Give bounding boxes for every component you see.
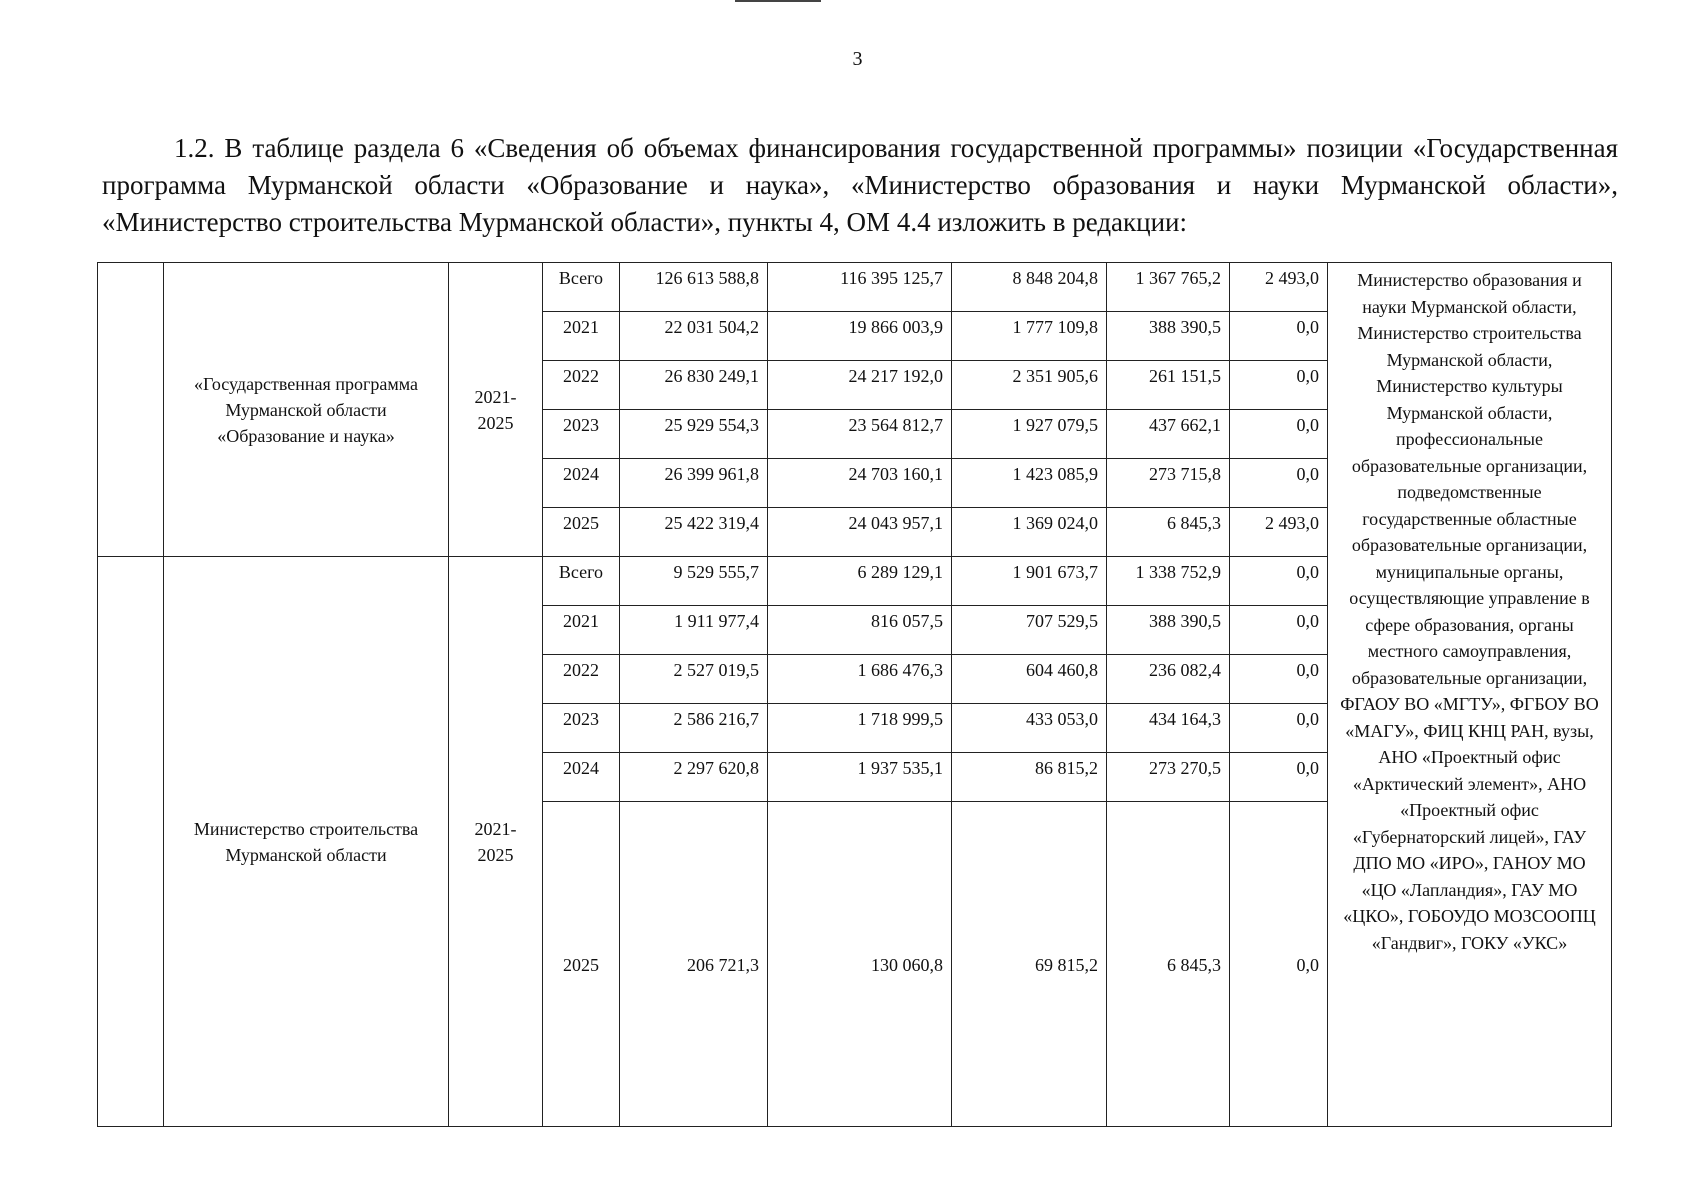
amount-cell-c3: 69 815,2 xyxy=(952,802,1107,1127)
amount-cell-c3: 1 369 024,0 xyxy=(952,508,1107,557)
amount-cell-c2: 24 703 160,1 xyxy=(768,459,952,508)
year-cell: 2022 xyxy=(543,655,620,704)
amount-cell-c5: 0,0 xyxy=(1230,459,1328,508)
executors-cell: Министерство образования и науки Мурманской области, Министерство строительства Мурманской области, Министерство культуры Мурманской области, профессиональные образовательные организации, подведомственные государственные областные образовательные организации, муниципальные органы, осуществляющие управление в сфере образования, органы местного самоуправления, образовательные организации, ФГАОУ ВО «МГТУ», ФГБОУ ВО «МАГУ», ФИЦ КНЦ РАН, вузы, АНО «Проектный офис «Арктический элемент», АНО «Проектный офис «Губернаторский лицей», ГАУ ДПО МО «ИРО», ГАНОУ МО «ЦО «Лапландия», ГАУ МО «ЦКО», ГОБОУДО МОЗСООПЦ «Гандвиг», ГОКУ «УКС» xyxy=(1328,263,1612,1127)
amount-cell-c4: 388 390,5 xyxy=(1107,312,1230,361)
table-row xyxy=(98,263,1612,312)
row-index-cell xyxy=(98,557,164,1127)
year-cell: Всего xyxy=(543,263,620,312)
amount-cell-c3: 2 351 905,6 xyxy=(952,361,1107,410)
amount-cell-c4: 236 082,4 xyxy=(1107,655,1230,704)
year-cell: 2021 xyxy=(543,312,620,361)
year-cell: 2022 xyxy=(543,361,620,410)
amount-cell-total: 25 422 319,4 xyxy=(620,508,768,557)
program-name-cell: Министерство строительства Мурманской области xyxy=(164,557,449,1127)
amount-cell-c2: 816 057,5 xyxy=(768,606,952,655)
year-cell: Всего xyxy=(543,557,620,606)
amount-cell-c4: 437 662,1 xyxy=(1107,410,1230,459)
amount-cell-total: 26 830 249,1 xyxy=(620,361,768,410)
amount-cell-c2: 23 564 812,7 xyxy=(768,410,952,459)
amount-cell-c5: 0,0 xyxy=(1230,704,1328,753)
amount-cell-c3: 1 901 673,7 xyxy=(952,557,1107,606)
amount-cell-c2: 1 718 999,5 xyxy=(768,704,952,753)
amount-cell-c4: 273 270,5 xyxy=(1107,753,1230,802)
year-cell: 2023 xyxy=(543,704,620,753)
amount-cell-c5: 2 493,0 xyxy=(1230,508,1328,557)
amount-cell-total: 2 586 216,7 xyxy=(620,704,768,753)
amount-cell-c4: 388 390,5 xyxy=(1107,606,1230,655)
amount-cell-total: 25 929 554,3 xyxy=(620,410,768,459)
amount-cell-c3: 1 777 109,8 xyxy=(952,312,1107,361)
amount-cell-c2: 1 937 535,1 xyxy=(768,753,952,802)
amount-cell-c4: 273 715,8 xyxy=(1107,459,1230,508)
amount-cell-c2: 24 217 192,0 xyxy=(768,361,952,410)
year-cell: 2025 xyxy=(543,508,620,557)
period-cell: 2021-2025 xyxy=(449,263,543,557)
amount-cell-c4: 1 338 752,9 xyxy=(1107,557,1230,606)
amount-cell-c2: 24 043 957,1 xyxy=(768,508,952,557)
amount-cell-c2: 116 395 125,7 xyxy=(768,263,952,312)
amount-cell-c2: 130 060,8 xyxy=(768,802,952,1127)
amount-cell-total: 2 297 620,8 xyxy=(620,753,768,802)
intro-paragraph: 1.2. В таблице раздела 6 «Сведения об объемах финансирования государственной программы» позиции «Государственная программа Мурманской области «Образование и наука», «Министерство образования и науки Мурманской области», «Министерство строительства Мурманской области», пункты 4, ОМ 4.4 изложить в редакции: xyxy=(102,133,1618,237)
amount-cell-c3: 1 927 079,5 xyxy=(952,410,1107,459)
amount-cell-c5: 0,0 xyxy=(1230,312,1328,361)
page-number: 3 xyxy=(852,48,863,70)
amount-cell-c5: 0,0 xyxy=(1230,606,1328,655)
amount-cell-c3: 604 460,8 xyxy=(952,655,1107,704)
financing-table xyxy=(97,262,1612,1127)
amount-cell-total: 1 911 977,4 xyxy=(620,606,768,655)
amount-cell-total: 22 031 504,2 xyxy=(620,312,768,361)
amount-cell-c3: 707 529,5 xyxy=(952,606,1107,655)
amount-cell-c4: 1 367 765,2 xyxy=(1107,263,1230,312)
amount-cell-c2: 1 686 476,3 xyxy=(768,655,952,704)
program-name-cell: «Государственная программа Мурманской области «Образование и наука» xyxy=(164,263,449,557)
amount-cell-c4: 434 164,3 xyxy=(1107,704,1230,753)
amount-cell-total: 9 529 555,7 xyxy=(620,557,768,606)
amount-cell-c3: 433 053,0 xyxy=(952,704,1107,753)
amount-cell-total: 206 721,3 xyxy=(620,802,768,1127)
amount-cell-total: 126 613 588,8 xyxy=(620,263,768,312)
amount-cell-c5: 2 493,0 xyxy=(1230,263,1328,312)
year-cell: 2024 xyxy=(543,753,620,802)
amount-cell-c5: 0,0 xyxy=(1230,410,1328,459)
period-cell: 2021-2025 xyxy=(449,557,543,1127)
year-cell: 2021 xyxy=(543,606,620,655)
amount-cell-total: 2 527 019,5 xyxy=(620,655,768,704)
amount-cell-c5: 0,0 xyxy=(1230,753,1328,802)
amount-cell-c5: 0,0 xyxy=(1230,802,1328,1127)
amount-cell-c5: 0,0 xyxy=(1230,361,1328,410)
amount-cell-c3: 86 815,2 xyxy=(952,753,1107,802)
scan-artifact xyxy=(735,0,821,2)
amount-cell-c5: 0,0 xyxy=(1230,655,1328,704)
amount-cell-total: 26 399 961,8 xyxy=(620,459,768,508)
amount-cell-c3: 8 848 204,8 xyxy=(952,263,1107,312)
amount-cell-c3: 1 423 085,9 xyxy=(952,459,1107,508)
year-cell: 2023 xyxy=(543,410,620,459)
amount-cell-c4: 6 845,3 xyxy=(1107,802,1230,1127)
year-cell: 2024 xyxy=(543,459,620,508)
year-cell: 2025 xyxy=(543,802,620,1127)
amount-cell-c2: 19 866 003,9 xyxy=(768,312,952,361)
amount-cell-c2: 6 289 129,1 xyxy=(768,557,952,606)
amount-cell-c4: 261 151,5 xyxy=(1107,361,1230,410)
amount-cell-c4: 6 845,3 xyxy=(1107,508,1230,557)
amount-cell-c5: 0,0 xyxy=(1230,557,1328,606)
row-index-cell xyxy=(98,263,164,557)
